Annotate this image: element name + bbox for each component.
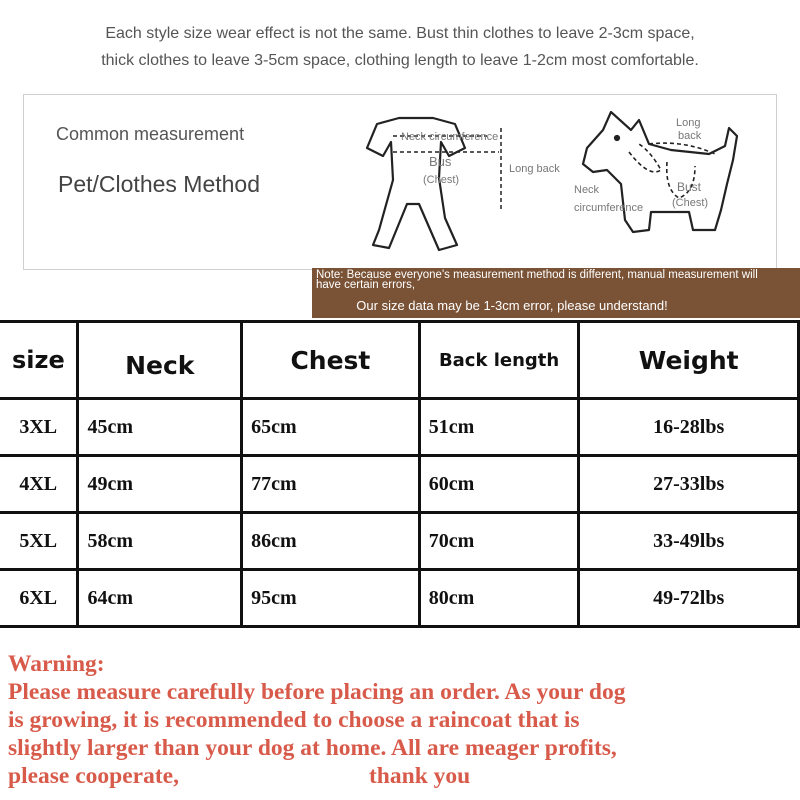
measurement-title: Common measurement <box>56 124 245 144</box>
table-row <box>0 399 799 456</box>
dog-back-label: back <box>678 130 702 142</box>
intro-text <box>0 20 800 74</box>
warning-cooperate: please cooperate, <box>8 763 179 789</box>
size-table <box>0 320 800 628</box>
chest-cell: 86cm <box>242 513 420 570</box>
clothes-bust-label: Bus <box>429 154 452 169</box>
table-row <box>0 456 799 513</box>
table-row <box>0 570 799 627</box>
warning-line-3: slightly larger than your dog at home. All are meager profits, <box>8 735 617 761</box>
clothes-back-label: Long back <box>509 163 560 175</box>
note-line-2: Our size data may be 1-3cm error, please understand! <box>356 298 668 313</box>
warning-title: Warning: <box>8 651 105 677</box>
neck-cell: 58cm <box>78 513 242 570</box>
size-cell: 3XL <box>0 399 78 456</box>
size-cell: 5XL <box>0 513 78 570</box>
header-back-length: Back length <box>419 322 579 399</box>
note-banner <box>312 268 800 318</box>
dog-chest-label: (Chest) <box>672 197 709 209</box>
back-cell: 60cm <box>419 456 579 513</box>
dog-bust-label: Bust <box>677 180 702 194</box>
size-cell: 6XL <box>0 570 78 627</box>
weight-cell: 33-49lbs <box>579 513 799 570</box>
chest-cell: 77cm <box>242 456 420 513</box>
neck-cell: 49cm <box>78 456 242 513</box>
neck-cell: 64cm <box>78 570 242 627</box>
note-line-1: Note: Because everyone's measurement method is different, manual measurement will have certain errors, <box>316 269 758 291</box>
dog-measure-lines <box>629 143 715 198</box>
dog-circumference-label: circumference <box>574 202 644 214</box>
chest-cell: 65cm <box>242 399 420 456</box>
header-size: size <box>0 322 78 399</box>
table-row <box>0 513 799 570</box>
warning-line-4 <box>8 762 798 790</box>
warning-line-1: Please measure carefully before placing an order. As your dog <box>8 679 626 705</box>
dog-illustration <box>583 112 737 232</box>
weight-cell: 27-33lbs <box>579 456 799 513</box>
chest-cell: 95cm <box>242 570 420 627</box>
header-weight: Weight <box>579 322 799 399</box>
back-cell: 70cm <box>419 513 579 570</box>
dog-neck-label: Neck <box>574 184 600 196</box>
intro-line-2: thick clothes to leave 3-5cm space, clothing length to leave 1-2cm most comfortable. <box>101 52 699 69</box>
header-neck: Neck <box>78 322 242 399</box>
measurement-method: Pet/Clothes Method <box>58 171 261 197</box>
weight-cell: 16-28lbs <box>579 399 799 456</box>
clothes-neck-label: Neck circumference <box>401 131 499 143</box>
back-cell: 80cm <box>419 570 579 627</box>
warning-line-2: is growing, it is recommended to choose a raincoat that is <box>8 707 580 733</box>
warning-block <box>8 650 798 790</box>
table-header-row <box>0 322 799 399</box>
size-cell: 4XL <box>0 456 78 513</box>
warning-thanks: thank you <box>368 763 471 789</box>
weight-cell: 49-72lbs <box>579 570 799 627</box>
header-chest: Chest <box>242 322 420 399</box>
intro-line-1: Each style size wear effect is not the same. Bust thin clothes to leave 2-3cm space, <box>105 25 695 42</box>
neck-cell: 45cm <box>78 399 242 456</box>
clothes-chest-label: (Chest) <box>423 174 460 186</box>
measurement-panel <box>23 94 777 270</box>
back-cell: 51cm <box>419 399 579 456</box>
dog-long-label: Long <box>676 117 701 129</box>
measurement-diagram <box>349 100 789 265</box>
